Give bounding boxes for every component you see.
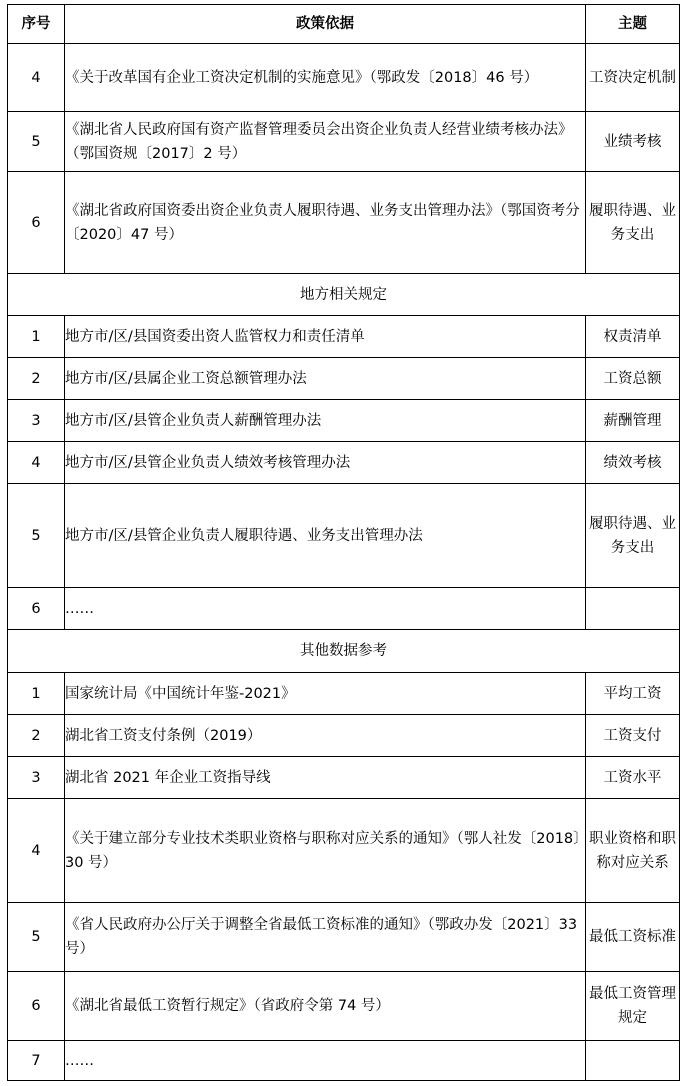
row-number: 2 [8,358,65,400]
policy-basis: 地方市/区/县属企业工资总额管理办法 [65,358,586,400]
row-number: 4 [8,799,65,903]
section-row [8,630,680,673]
row-number: 2 [8,715,65,757]
table-row [8,673,680,715]
policy-basis: 地方市/区/县管企业负责人履职待遇、业务支出管理办法 [65,484,586,588]
policy-basis: 《关于建立部分专业技术类职业资格与职称对应关系的通知》（鄂人社发〔2018〕30 号） [65,799,586,903]
header-topic: 主题 [586,5,680,44]
section-title: 其他数据参考 [8,630,680,673]
table-row [8,112,680,172]
policy-topic: 工资支付 [586,715,680,757]
row-number: 1 [8,316,65,358]
table-row [8,400,680,442]
policy-topic: 工资决定机制 [586,44,680,112]
policy-topic: 平均工资 [586,673,680,715]
policy-topic: 绩效考核 [586,442,680,484]
table-row [8,757,680,799]
row-number: 6 [8,972,65,1041]
policy-basis: 《湖北省政府国资委出资企业负责人履职待遇、业务支出管理办法》（鄂国资考分〔2020〕47 号） [65,172,586,274]
policy-topic: 最低工资标准 [586,903,680,972]
row-number: 7 [8,1041,65,1081]
policy-topic: 薪酬管理 [586,400,680,442]
policy-basis: 地方市/区/县国资委出资人监管权力和责任清单 [65,316,586,358]
table-row [8,316,680,358]
row-number: 3 [8,757,65,799]
policy-basis: …… [65,1041,586,1081]
table-row [8,1041,680,1081]
policy-topic [586,588,680,630]
table-row [8,172,680,274]
policy-basis: 《关于改革国有企业工资决定机制的实施意见》（鄂政发〔2018〕46 号） [65,44,586,112]
policy-basis: 湖北省 2021 年企业工资指导线 [65,757,586,799]
header-row [8,5,680,44]
header-basis: 政策依据 [65,5,586,44]
row-number: 5 [8,484,65,588]
table-row [8,484,680,588]
header-no: 序号 [8,5,65,44]
section-title: 地方相关规定 [8,274,680,316]
policy-topic: 权责清单 [586,316,680,358]
row-number: 4 [8,44,65,112]
policy-topic: 业绩考核 [586,112,680,172]
table-row [8,972,680,1041]
policy-basis: …… [65,588,586,630]
policy-topic: 最低工资管理规定 [586,972,680,1041]
policy-topic: 工资总额 [586,358,680,400]
policy-basis: 《湖北省人民政府国有资产监督管理委员会出资企业负责人经营业绩考核办法》（鄂国资规〔2017〕2 号） [65,112,586,172]
table-row [8,44,680,112]
policy-topic: 职业资格和职称对应关系 [586,799,680,903]
row-number: 1 [8,673,65,715]
table-row [8,715,680,757]
policy-basis: 湖北省工资支付条例（2019） [65,715,586,757]
row-number: 6 [8,588,65,630]
row-number: 5 [8,112,65,172]
row-number: 3 [8,400,65,442]
section-row [8,274,680,316]
policy-basis: 《省人民政府办公厅关于调整全省最低工资标准的通知》（鄂政办发〔2021〕33 号） [65,903,586,972]
policy-topic: 工资水平 [586,757,680,799]
policy-basis: 国家统计局《中国统计年鉴-2021》 [65,673,586,715]
policy-basis: 地方市/区/县管企业负责人绩效考核管理办法 [65,442,586,484]
row-number: 6 [8,172,65,274]
table-row [8,903,680,972]
table-row [8,442,680,484]
table-row [8,358,680,400]
table-row [8,588,680,630]
row-number: 5 [8,903,65,972]
row-number: 4 [8,442,65,484]
policy-topic: 履职待遇、业务支出 [586,172,680,274]
policy-table [7,4,680,1081]
policy-topic: 履职待遇、业务支出 [586,484,680,588]
policy-topic [586,1041,680,1081]
policy-basis: 地方市/区/县管企业负责人薪酬管理办法 [65,400,586,442]
policy-basis: 《湖北省最低工资暂行规定》（省政府令第 74 号） [65,972,586,1041]
table-row [8,799,680,903]
